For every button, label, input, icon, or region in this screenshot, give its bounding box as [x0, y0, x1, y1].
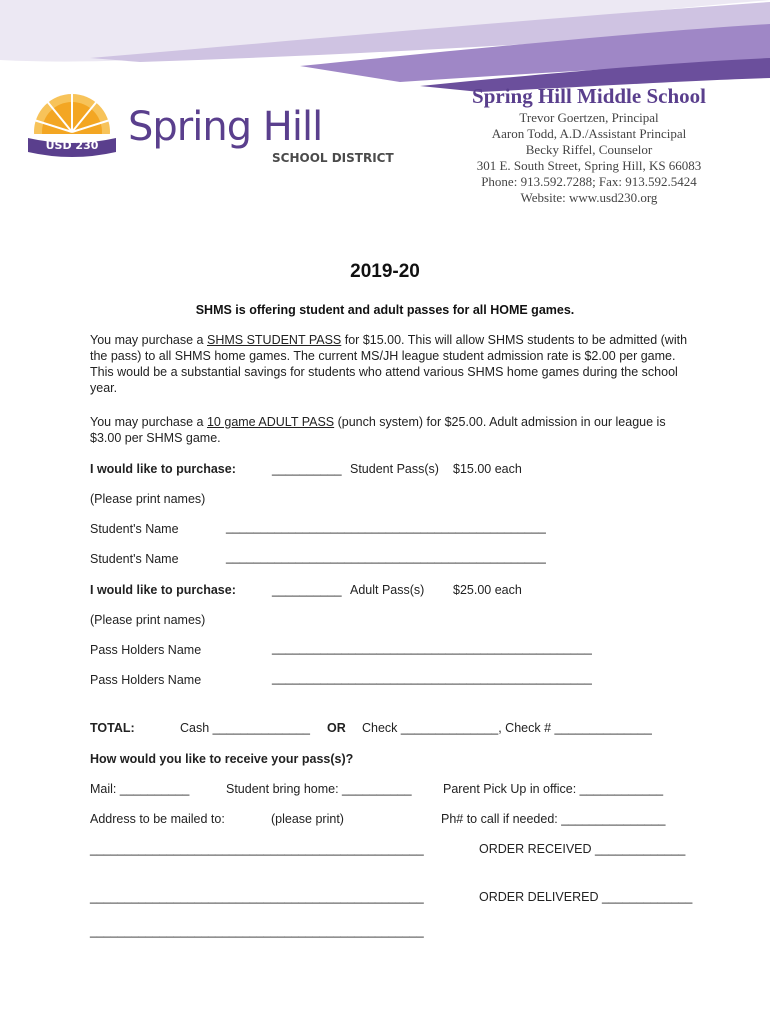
- pass-holder-name-field[interactable]: ______________________________________________: [272, 671, 592, 685]
- phone-field[interactable]: Ph# to call if needed: _______________: [441, 812, 666, 826]
- student-name-label: Student's Name: [90, 522, 179, 536]
- student-name-label: Student's Name: [90, 552, 179, 566]
- contact-line: Becky Riffel, Counselor: [525, 142, 653, 157]
- total-label: TOTAL:: [90, 721, 135, 735]
- please-print-note: (please print): [271, 812, 344, 826]
- student-bring-home-option[interactable]: Student bring home: __________: [226, 782, 412, 796]
- address-line-field[interactable]: ________________________________________________: [90, 924, 424, 938]
- adult-purchase-label: I would like to purchase:: [90, 583, 236, 597]
- pass-holder-name-field[interactable]: ______________________________________________: [272, 641, 592, 655]
- adult-pass-term: 10 game ADULT PASS: [206, 415, 335, 429]
- or-label: OR: [327, 721, 346, 735]
- adult-pass-quantity-field[interactable]: __________: [272, 583, 342, 597]
- sun-logo-icon: [26, 88, 118, 168]
- order-received-field[interactable]: ORDER RECEIVED _____________: [479, 842, 686, 856]
- adult-pass-paragraph: You may purchase a 10 game ADULT PASS (punch system) for $25.00. Adult admission in our league is $3.00 per SHMS game.: [90, 415, 666, 445]
- student-pass-quantity-field[interactable]: __________: [272, 462, 342, 476]
- svg-text:USD 230: USD 230: [45, 139, 99, 152]
- parent-pickup-option[interactable]: Parent Pick Up in office: ____________: [443, 782, 664, 796]
- school-name: Spring Hill Middle School: [472, 84, 706, 108]
- receive-question: How would you like to receive your pass(s)?: [90, 752, 354, 766]
- contact-line: Trevor Goertzen, Principal: [519, 110, 659, 125]
- adult-pass-price: $25.00 each: [453, 583, 522, 597]
- contact-line: 301 E. South Street, Spring Hill, KS 66083: [476, 158, 702, 173]
- print-names-note: (Please print names): [90, 492, 206, 506]
- contact-line: Website: www.usd230.org: [520, 190, 658, 205]
- logo-subtitle: SCHOOL DISTRICT: [272, 151, 394, 165]
- cash-field[interactable]: Cash ______________: [180, 721, 310, 735]
- check-field[interactable]: Check ______________, Check # ______________: [362, 721, 652, 735]
- print-names-note: (Please print names): [90, 613, 206, 627]
- contact-line: Aaron Todd, A.D./Assistant Principal: [491, 126, 687, 141]
- pass-holder-name-label: Pass Holders Name: [90, 643, 202, 657]
- address-line-field[interactable]: ________________________________________________: [90, 890, 424, 904]
- address-line-field[interactable]: ________________________________________________: [90, 842, 424, 856]
- adult-pass-item: Adult Pass(s): [350, 583, 425, 597]
- student-name-field[interactable]: ______________________________________________: [226, 520, 546, 534]
- district-logo: [26, 88, 118, 168]
- logo-name: Spring Hill: [128, 104, 323, 150]
- student-pass-paragraph: You may purchase a SHMS STUDENT PASS for $15.00. This will allow SHMS students to be admitted (with the pass) to all SHMS home games. The current MS/JH league student admission rate is $2.00 per game. This would be a substantial savings for students who attend various SHMS home games during the school year.: [90, 333, 688, 395]
- student-pass-item: Student Pass(s): [350, 462, 439, 476]
- year-title: 2019-20: [350, 261, 420, 282]
- student-pass-price: $15.00 each: [453, 462, 522, 476]
- student-purchase-label: I would like to purchase:: [90, 462, 236, 476]
- pass-holder-name-label: Pass Holders Name: [90, 673, 202, 687]
- intro-text: SHMS is offering student and adult passes for all HOME games.: [195, 303, 575, 317]
- student-pass-term: SHMS STUDENT PASS: [206, 333, 342, 347]
- contact-line: Phone: 913.592.7288; Fax: 913.592.5424: [481, 174, 697, 189]
- student-name-field[interactable]: ______________________________________________: [226, 550, 546, 564]
- order-delivered-field[interactable]: ORDER DELIVERED _____________: [479, 890, 693, 904]
- mail-option[interactable]: Mail: __________: [90, 782, 190, 796]
- address-label: Address to be mailed to:: [90, 812, 225, 826]
